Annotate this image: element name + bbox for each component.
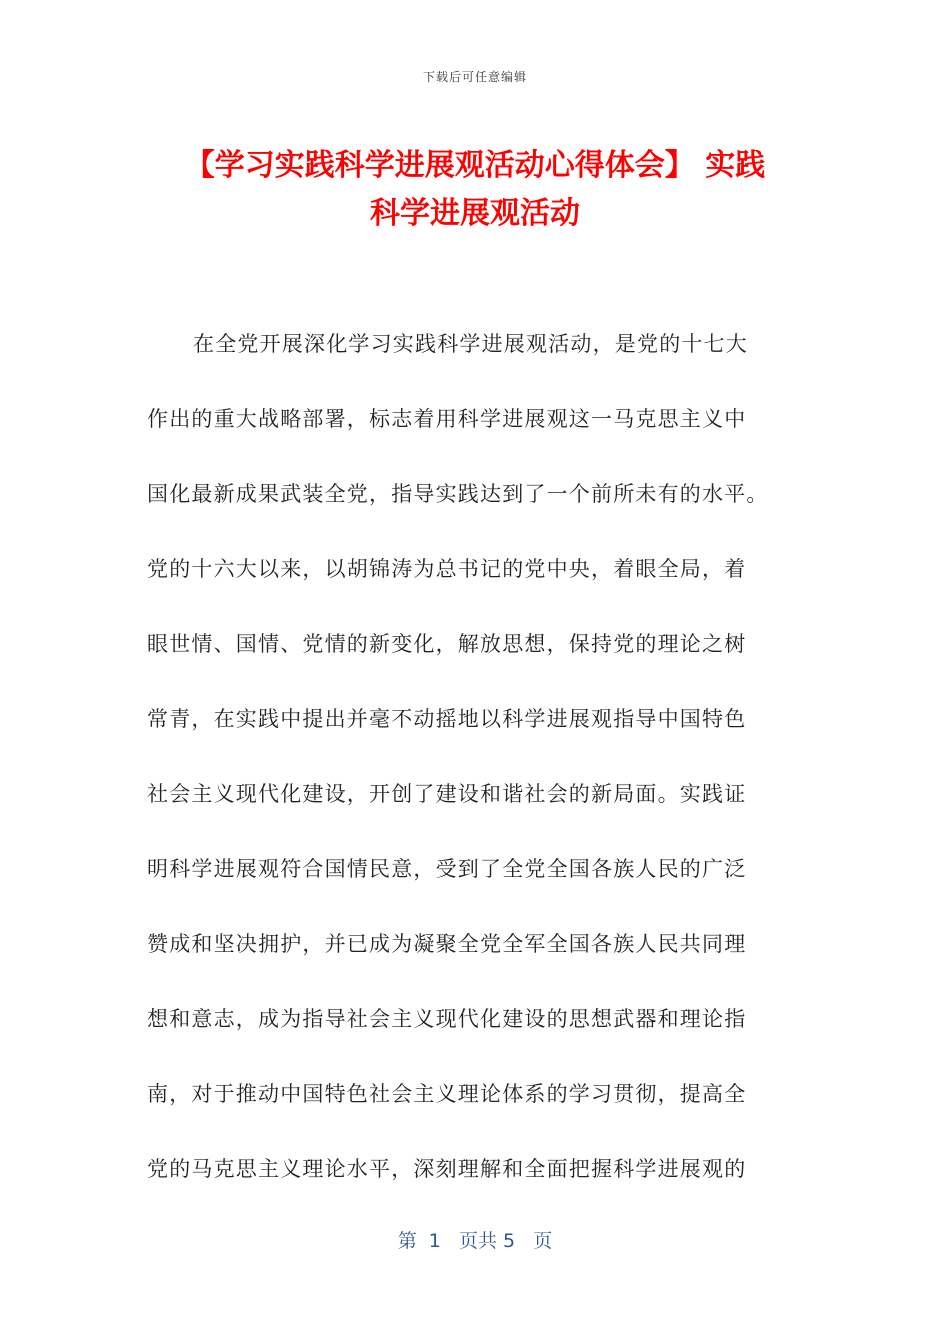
body-line: 想和意志，成为指导社会主义现代化建设的思想武器和理论指 — [147, 1007, 747, 1031]
title-line-2: 科学进展观活动 — [370, 196, 580, 231]
body-line: 明科学进展观符合国情民意，受到了全党全国各族人民的广泛 — [147, 857, 747, 881]
title-line-1: 【学习实践科学进展观活动心得体会】 实践 — [184, 148, 766, 183]
page-footer: 第 1 页共 5 页 — [397, 1230, 553, 1252]
body-line: 党的十六大以来，以胡锦涛为总书记的党中央，着眼全局，着 — [147, 557, 747, 581]
body-line: 眼世情、国情、党情的新变化，解放思想，保持党的理论之树 — [147, 632, 747, 656]
body-line: 国化最新成果武装全党，指导实践达到了一个前所未有的水平。 — [147, 482, 769, 506]
body-line: 党的马克思主义理论水平，深刻理解和全面把握科学进展观的 — [147, 1157, 747, 1181]
body-line: 社会主义现代化建设，开创了建设和谐社会的新局面。实践证 — [147, 782, 747, 806]
body-line: 在全党开展深化学习实践科学进展观活动，是党的十七大 — [193, 332, 748, 356]
header-note: 下载后可任意编辑 — [422, 70, 527, 84]
body-line: 常青，在实践中提出并毫不动摇地以科学进展观指导中国特色 — [147, 707, 747, 731]
body-line: 赞成和坚决拥护，并已成为凝聚全党全军全国各族人民共同理 — [147, 932, 747, 956]
body-paragraph — [147, 318, 807, 1218]
body-line: 作出的重大战略部署，标志着用科学进展观这一马克思主义中 — [147, 407, 747, 431]
document-title — [145, 142, 805, 238]
body-line: 南，对于推动中国特色社会主义理论体系的学习贯彻，提高全 — [147, 1082, 747, 1106]
